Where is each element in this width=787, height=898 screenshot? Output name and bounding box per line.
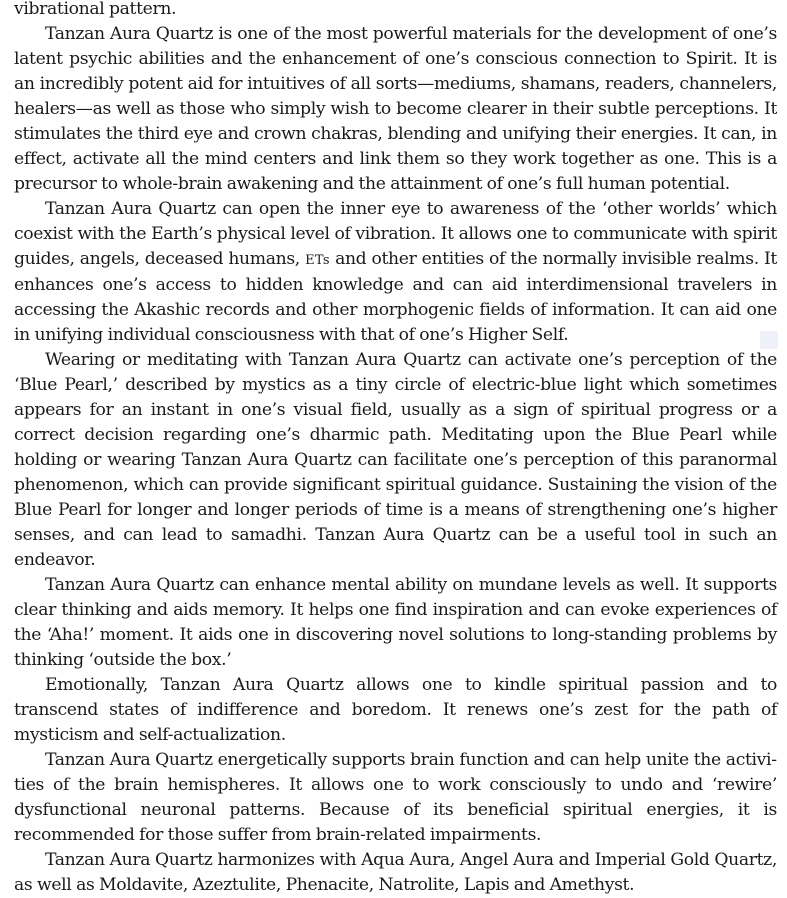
- paragraph-mental-ability: Tanzan Aura Quartz can enhance mental ability on mundane levels as well. It supports clear thinking and aids memory. It helps one find inspiration and can evoke experiences of the ‘Aha!’ moment. It aids one in discovering novel solutions to long-standing problems by thinking ‘outside the box.’: [14, 575, 777, 670]
- document-page: [14, 0, 777, 898]
- paragraph-harmonizes: Tanzan Aura Quartz harmonizes with Aqua Aura, Angel Aura and Imperial Gold Quartz, as well as Moldavite, Azeztulite, Phenacite, Natrolite, Lapis and Amethyst.: [14, 850, 777, 895]
- scroll-marker: [760, 331, 778, 349]
- paragraph-inner-eye: Tanzan Aura Quartz can open the inner eye to awareness of the ‘other worlds’ which coexist with the Earth’s physical level of vibration. It allows one to communicate with spirit guides, angels, deceased humans, ETs and other entities of the normally invisible realms. It enhances one’s access to hidden knowledge and can aid interdimensional travelers in accessing the Akashic records and other morphogenic fields of information. It can aid one in unifying individual consciousness with that of one’s Higher Self.: [14, 199, 777, 345]
- paragraph-blue-pearl: Wearing or meditating with Tanzan Aura Quartz can activate one’s perception of the ‘Blue Pearl,’ described by mystics as a tiny circle of electric-blue light which sometimes appears for an instant in one’s visual field, usually as a sign of spiritual progress or a correct decision regarding one’s dharmic path. Meditating upon the Blue Pearl while holding or wearing Tanzan Aura Quartz can facilitate one’s perception of this paranormal phenomenon, which can provide significant spiritual guidance. Sustaining the vision of the Blue Pearl for longer and longer periods of time is a means of strengthening one’s higher senses, and can lead to samadhi. Tanzan Aura Quartz can be a useful tool in such an endeavor.: [14, 350, 777, 570]
- paragraph-emotional: Emotionally, Tanzan Aura Quartz allows one to kindle spiritual passion and to transcend states of indifference and boredom. It renews one’s zest for the path of mysticism and self-actualization.: [14, 675, 777, 745]
- paragraph-brain-function: Tanzan Aura Quartz energetically supports brain function and can help unite the activities of the brain hemispheres. It allows one to work consciously to undo and ‘rewire’ dysfunctional neuronal patterns. Because of its beneficial spiritual energies, it is recommended for those suffer from brain-related impairments.: [14, 750, 777, 845]
- paragraph-continuation: vibrational pattern.: [14, 0, 177, 19]
- paragraph-psychic-abilities: Tanzan Aura Quartz is one of the most powerful materials for the development of one’s latent psychic abilities and the enhancement of one’s conscious connection to Spirit. It is an incredibly potent aid for intuitives of all sorts—mediums, shamans, readers, channelers, healers—as well as those who simply wish to become clearer in their subtle perceptions. It stimulates the third eye and crown chakras, blending and unifying their energies. It can, in effect, activate all the mind centers and link them so they work together as one. This is a precursor to whole-brain awakening and the attainment of one’s full human potential.: [14, 24, 777, 194]
